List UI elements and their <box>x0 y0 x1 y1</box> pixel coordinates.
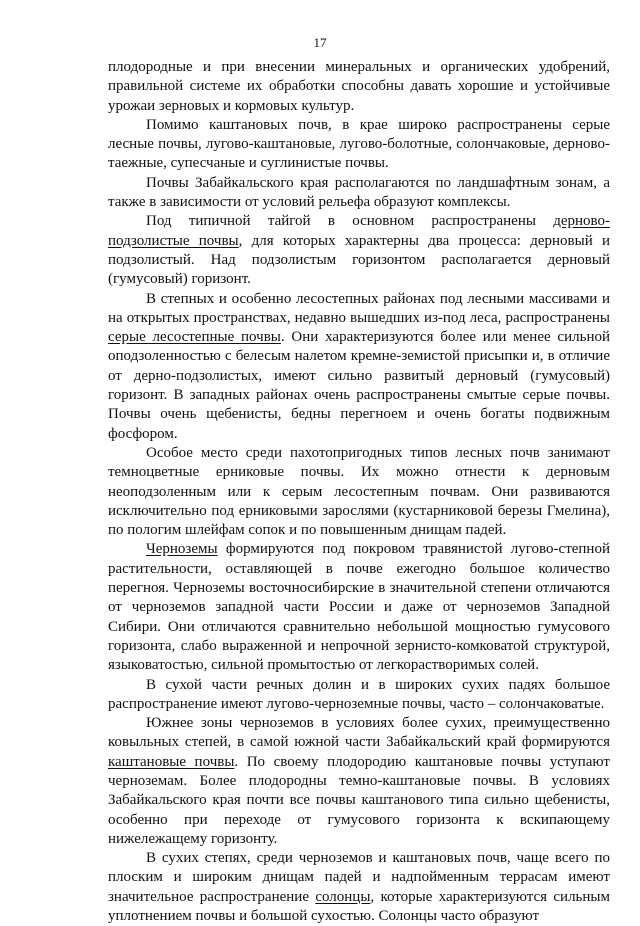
paragraph <box>108 444 610 540</box>
text-segment: В сухих степях, среди черноземов и каштановых почв, чаще всего по плоским и широким днищам падей и надпойменным террасам имеют значительное распространение <box>108 850 610 905</box>
paragraph <box>108 290 610 444</box>
text-segment: В сухой части речных долин и в широких сухих падях большое распространение имеют лугово-черноземные почвы, часто – солончаковатые. <box>108 676 610 712</box>
underlined-term: солонцы <box>315 888 371 905</box>
text-segment: . По своему плодородию каштановые почвы уступают черноземам. Более плодородны темно-каштановые почвы. В условиях Забайкальского края почти все почвы каштанового типа сильно щебенисты, особенно при переходе от гумусового горизонта к вскипающему нижележащему горизонту. <box>108 753 610 847</box>
text-segment: , которые характеризуются сильным уплотнением почвы и большой сухостью. Солонцы часто образуют <box>108 888 610 925</box>
text-segment: , для которых характерны два процесса: дерновый и подзолистый. Над подзолистым горизонтом располагается дерновый (гумусовый) горизонт. <box>108 232 610 288</box>
underlined-term: дерново-подзолистые почвы <box>108 213 610 249</box>
underlined-term: серые лесостепные почвы <box>108 329 281 346</box>
paragraph <box>108 714 610 849</box>
body-text <box>108 58 610 926</box>
paragraph <box>108 58 610 116</box>
text-segment: плодородные и при внесении минеральных и органических удобрений, правильной системе их обработки способны давать хорошие и устойчивые урожаи зерновых и кормовых культур. <box>108 59 610 114</box>
text-segment: Под типичной тайгой в основном распространены <box>146 213 554 230</box>
paragraph <box>108 212 610 289</box>
text-segment: Особое место среди пахотопригодных типов лесных почв занимают темноцветные ерниковые почвы. Их можно отнести к дерновым неоподзоленным или к серым лесостепным почвам. Они развиваются исключительно под ерниковыми зарослями (кустарниковой березы Гмелина), по пологим шлейфам сопок и по повышенным днищам падей. <box>108 444 610 539</box>
text-segment: Помимо каштановых почв, в крае широко распространены серые лесные почвы, лугово-каштановые, лугово-болотные, солончаковые, дерново-таежные, супесчаные и суглинистые почвы. <box>108 116 610 172</box>
paragraph <box>108 116 610 174</box>
text-segment: Почвы Забайкальского края располагаются по ландшафтным зонам, а также в зависимости от условий рельефа образуют комплексы. <box>108 174 610 211</box>
paragraph <box>108 849 610 926</box>
text-segment: формируются под покровом травянистой лугово-степной растительности, оставляющей в почве ежегодно большое количество перегноя. Черноземы восточносибирские в значительной степени отличаются от черноземов западной части России и даже от черноземов Западной Сибири. Они отличаются сравнительно небольшой мощностью гумусового горизонта, слабо выраженной и непрочной зернисто-комковатой структурой, языковатостью, сильной промытостью от легкорастворимых солей. <box>108 541 610 674</box>
text-segment: В степных и особенно лесостепных районах под лесными массивами и на открытых пространствах, недавно вышедших из-под леса, распространены <box>108 290 610 326</box>
paragraph <box>108 676 610 715</box>
underlined-term: Черноземы <box>146 541 218 558</box>
text-segment: Южнее зоны черноземов в условиях более сухих, преимущественно ковыльных степей, в самой южной части Забайкальский край формируются <box>108 715 610 751</box>
paragraph <box>108 174 610 213</box>
underlined-term: каштановые почвы <box>108 753 235 770</box>
text-segment: . Они характеризуются более или менее сильной оподзоленностью с белесым налетом кремне-земистой присыпки и, в отличие от дерно-подзолистых, имеют сильно развитый дерновый (гумусовый) горизонт. В западных районах очень распространены смытые серые почвы. Почвы очень щебенисты, бедны перегноем и очень богаты подвижным фосфором. <box>108 329 610 442</box>
page-number: 17 <box>313 35 327 50</box>
paragraph <box>108 540 610 675</box>
